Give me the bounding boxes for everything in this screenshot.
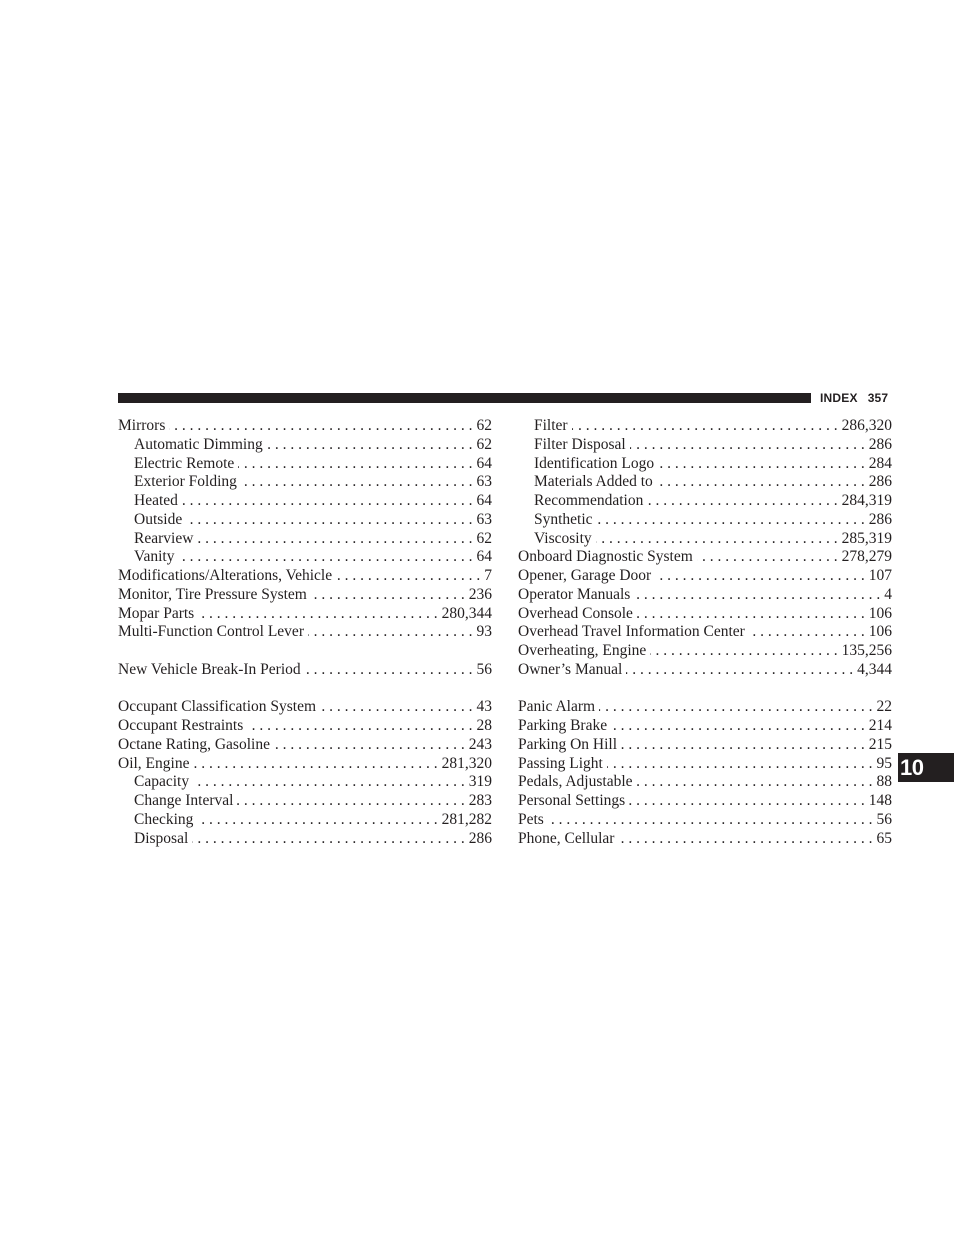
dot-leader: [311, 586, 465, 605]
index-subentry: [118, 436, 492, 455]
dot-leader: [618, 830, 872, 849]
dot-leader: [320, 698, 472, 717]
entry-term: Operator Manuals: [518, 585, 631, 603]
dot-leader: [657, 473, 865, 492]
dot-leader: [749, 623, 865, 642]
entry-pages: 286: [868, 510, 892, 528]
index-subentry: [118, 473, 492, 492]
entry-spacer: [118, 642, 492, 661]
header-rule: [118, 393, 811, 403]
index-entry: [118, 717, 492, 736]
dot-leader: [237, 792, 464, 811]
entry-pages: 28: [476, 717, 492, 734]
entry-term: Parking Brake: [518, 717, 608, 734]
entry-pages: 56: [876, 810, 892, 828]
dot-leader: [193, 773, 465, 792]
entry-pages: 107: [868, 567, 892, 584]
dot-leader: [186, 511, 472, 530]
entry-term: Materials Added to: [534, 473, 653, 491]
index-entry: [118, 417, 492, 436]
index-entry: [118, 605, 492, 624]
entry-term: Filter: [534, 417, 568, 434]
entry-term: Overhead Console: [518, 604, 633, 622]
entry-term: Parking On Hill: [518, 735, 618, 753]
entry-pages: 62: [476, 435, 492, 453]
entry-term: Viscosity: [534, 529, 592, 547]
dot-leader: [197, 811, 437, 830]
entry-pages: 286: [868, 473, 892, 491]
index-column-left: [118, 417, 492, 848]
entry-term: Pedals, Adjustable: [518, 773, 633, 791]
index-entry: [518, 642, 892, 661]
entry-term: Owner’s Manual: [518, 660, 623, 678]
entry-spacer: [118, 680, 492, 699]
dot-leader: [697, 548, 838, 567]
index-entry: [118, 755, 492, 774]
entry-pages: 22: [876, 698, 892, 716]
entry-term: Checking: [134, 810, 194, 828]
index-entry: [518, 605, 892, 624]
entry-pages: 4: [884, 585, 892, 603]
index-entry: [518, 623, 892, 642]
index-entry: [518, 698, 892, 717]
dot-leader: [630, 436, 865, 455]
entry-pages: 243: [468, 735, 492, 753]
entry-pages: 64: [476, 454, 492, 472]
entry-term: Opener, Garage Door: [518, 567, 652, 584]
index-entry: [118, 623, 492, 642]
entry-term: Octane Rating, Gasoline: [118, 735, 270, 753]
entry-term: Rearview: [134, 529, 194, 547]
index-entry: [518, 830, 892, 849]
index-subentry: [118, 548, 492, 567]
entry-term: Overheating, Engine: [518, 642, 647, 659]
entry-pages: 43: [476, 698, 492, 716]
entry-pages: 284,319: [841, 492, 892, 509]
entry-pages: 286,320: [841, 417, 892, 434]
entry-pages: 95: [876, 754, 892, 772]
dot-leader: [548, 811, 873, 830]
index-subentry: [118, 792, 492, 811]
index-entry: [118, 586, 492, 605]
entry-term: Capacity: [134, 773, 190, 791]
dot-leader: [621, 736, 865, 755]
index-subentry: [518, 436, 892, 455]
index-subentry: [518, 417, 892, 436]
dot-leader: [197, 530, 472, 549]
running-header: [820, 390, 888, 406]
dot-leader: [198, 605, 437, 624]
entry-pages: 93: [476, 623, 492, 641]
index-entry: [518, 548, 892, 567]
entry-term: Change Interval: [134, 792, 234, 809]
index-entry: [118, 736, 492, 755]
index-subentry: [518, 511, 892, 530]
entry-pages: 236: [468, 585, 492, 603]
index-entry: [518, 586, 892, 605]
entry-term: Pets: [518, 810, 544, 828]
dot-leader: [599, 698, 872, 717]
index-column-right: [518, 417, 892, 848]
entry-pages: 284: [868, 454, 892, 472]
entry-pages: 148: [868, 792, 892, 809]
dot-leader: [241, 473, 473, 492]
index-entry: [518, 736, 892, 755]
entry-pages: 286: [868, 435, 892, 453]
dot-leader: [596, 530, 838, 549]
entry-term: Panic Alarm: [518, 698, 596, 716]
dot-leader: [655, 567, 865, 586]
entry-pages: 285,319: [841, 529, 892, 547]
entry-term: Occupant Classification System: [118, 698, 317, 716]
dot-leader: [629, 792, 865, 811]
entry-term: Overhead Travel Information Center: [518, 623, 745, 641]
dot-leader: [607, 755, 873, 774]
entry-pages: 88: [876, 773, 892, 791]
entry-term: Mopar Parts: [118, 604, 195, 622]
entry-pages: 63: [476, 473, 492, 491]
entry-pages: 283: [468, 792, 492, 809]
index-subentry: [118, 830, 492, 849]
index-subentry: [518, 530, 892, 549]
entry-term: Personal Settings: [518, 792, 626, 809]
index-entry: [518, 717, 892, 736]
dot-leader: [192, 830, 465, 849]
index-entry: [518, 811, 892, 830]
entry-term: Synthetic: [534, 510, 593, 528]
entry-term: Outside: [134, 510, 183, 528]
entry-term: Multi-Function Control Lever: [118, 623, 304, 641]
dot-leader: [178, 548, 472, 567]
entry-term: Recommendation: [534, 492, 644, 509]
dot-leader: [572, 417, 838, 436]
entry-term: Disposal: [134, 829, 189, 847]
dot-leader: [637, 605, 865, 624]
index-entry: [518, 773, 892, 792]
dot-leader: [193, 755, 437, 774]
entry-pages: 64: [476, 492, 492, 509]
page-number: 357: [867, 391, 889, 405]
entry-pages: 281,320: [441, 754, 492, 772]
dot-leader: [611, 717, 865, 736]
dot-leader: [336, 567, 480, 586]
entry-term: Passing Light: [518, 754, 603, 772]
entry-term: Oil, Engine: [118, 754, 190, 772]
chapter-tab: 10: [898, 753, 954, 782]
entry-pages: 62: [476, 529, 492, 547]
index-entry: [118, 698, 492, 717]
index-entry: [518, 755, 892, 774]
dot-leader: [658, 455, 865, 474]
entry-term: Onboard Diagnostic System: [518, 548, 693, 566]
dot-leader: [238, 455, 472, 474]
index-entry: [518, 567, 892, 586]
entry-term: Automatic Dimming: [134, 435, 263, 453]
dot-leader: [597, 511, 865, 530]
entry-term: Modifications/Alterations, Vehicle: [118, 567, 333, 584]
dot-leader: [308, 623, 473, 642]
entry-pages: 215: [868, 735, 892, 753]
entry-spacer: [518, 680, 892, 699]
index-entry: [518, 661, 892, 680]
entry-term: Vanity: [134, 548, 175, 566]
entry-pages: 106: [868, 604, 892, 622]
entry-term: Exterior Folding: [134, 473, 237, 491]
entry-pages: 106: [868, 623, 892, 641]
entry-term: Mirrors: [118, 417, 166, 434]
dot-leader: [274, 736, 465, 755]
entry-term: Filter Disposal: [534, 435, 626, 453]
dot-leader: [626, 661, 853, 680]
entry-pages: 64: [476, 548, 492, 566]
entry-pages: 286: [468, 829, 492, 847]
entry-pages: 65: [876, 829, 892, 847]
dot-leader: [634, 586, 880, 605]
entry-term: Heated: [134, 492, 178, 509]
dot-leader: [647, 492, 837, 511]
index-subentry: [518, 455, 892, 474]
index-subentry: [518, 492, 892, 511]
entry-term: Occupant Restraints: [118, 717, 244, 734]
index-subentry: [118, 773, 492, 792]
dot-leader: [182, 492, 473, 511]
index-subentry: [118, 492, 492, 511]
dot-leader: [305, 661, 473, 680]
entry-pages: 319: [468, 773, 492, 791]
index-entry: [118, 661, 492, 680]
entry-pages: 62: [476, 417, 492, 434]
entry-pages: 280,344: [441, 604, 492, 622]
index-subentry: [118, 511, 492, 530]
entry-pages: 278,279: [841, 548, 892, 566]
entry-pages: 135,256: [841, 642, 892, 659]
entry-pages: 214: [868, 717, 892, 734]
index-subentry: [118, 530, 492, 549]
entry-term: Monitor, Tire Pressure System: [118, 585, 307, 603]
entry-pages: 63: [476, 510, 492, 528]
index-entry: [118, 567, 492, 586]
entry-pages: 56: [476, 660, 492, 678]
entry-term: Electric Remote: [134, 454, 235, 472]
index-subentry: [118, 455, 492, 474]
dot-leader: [267, 436, 473, 455]
dot-leader: [169, 417, 472, 436]
dot-leader: [247, 717, 472, 736]
entry-pages: 7: [484, 567, 492, 584]
section-label: INDEX: [820, 391, 858, 405]
entry-term: New Vehicle Break-In Period: [118, 660, 301, 678]
dot-leader: [650, 642, 837, 661]
entry-term: Phone, Cellular: [518, 829, 615, 847]
entry-term: Identification Logo: [534, 454, 655, 472]
index-subentry: [518, 473, 892, 492]
dot-leader: [637, 773, 873, 792]
index-subentry: [118, 811, 492, 830]
index-entry: [518, 792, 892, 811]
entry-pages: 4,344: [857, 660, 892, 678]
entry-pages: 281,282: [441, 810, 492, 828]
